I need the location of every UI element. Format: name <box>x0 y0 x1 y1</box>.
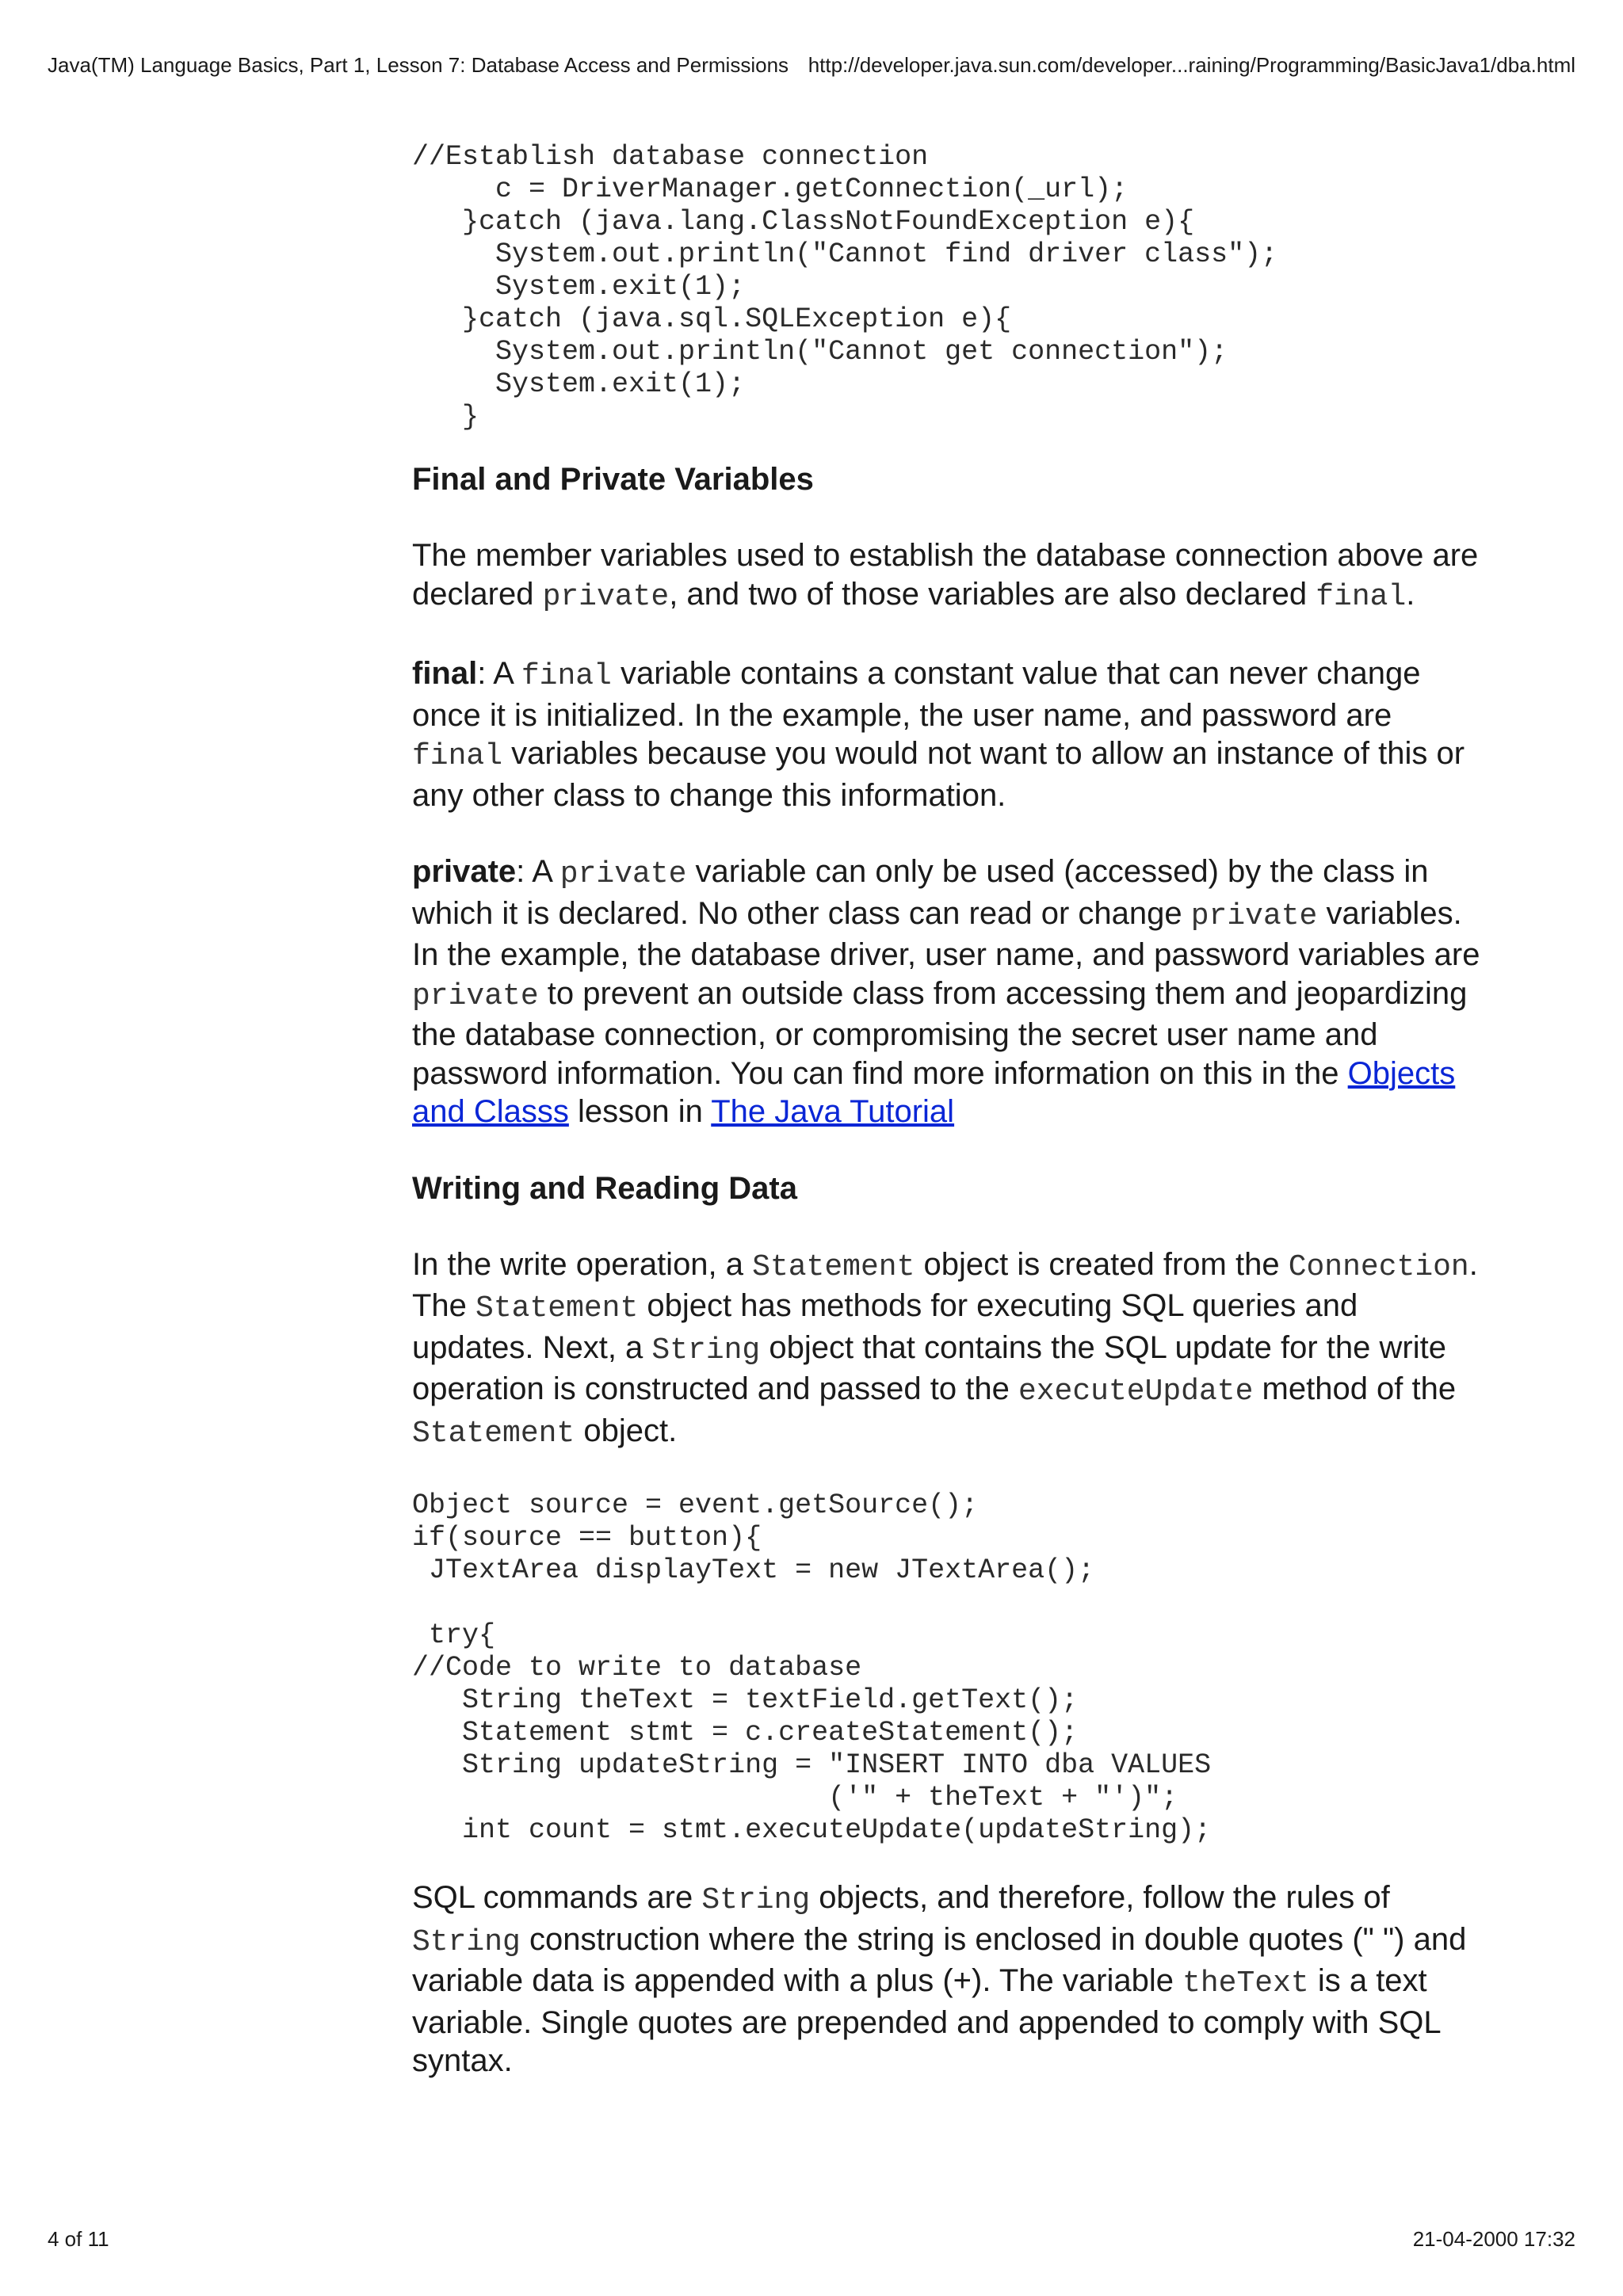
page-number: 4 of 11 <box>48 2227 109 2251</box>
text-segment: In the write operation, a <box>412 1246 753 1282</box>
text-segment: The member variables used to establish the database connection above are declared <box>412 538 1479 612</box>
paragraph-sql-commands <box>412 1878 1482 2081</box>
code-connection: Connection <box>1288 1249 1469 1284</box>
code-final: final <box>1316 579 1407 614</box>
text-segment: : A <box>516 854 560 889</box>
code-block-write: Object source = event.getSource(); if(source == button){ JTextArea displayText = new JTextArea(); try{ //Code to write to database String theText = textField.getText(); Statement stmt = c.createStatement(); String updateString = "INSERT INTO dba VALUES ('" + theText + "')"; int count = stmt.executeUpdate(updateString); <box>412 1489 1212 1846</box>
code-executeupdate: executeUpdate <box>1018 1375 1254 1409</box>
article-content <box>412 141 1482 2081</box>
code-private: private <box>412 978 539 1013</box>
text-segment: SQL commands are <box>412 1880 702 1915</box>
page-url: http://developer.java.sun.com/developer...raining/Programming/BasicJava1/dba.html <box>808 53 1575 77</box>
code-statement: Statement <box>412 1416 575 1451</box>
paragraph-intro <box>412 536 1482 616</box>
text-segment: variable contains a constant value that can never change once it is initialized. In the example, the user name, and password are <box>412 656 1421 733</box>
code-string: String <box>651 1333 761 1367</box>
code-final: final <box>521 659 612 693</box>
link-objects-and-classes[interactable]: Objects and Classs <box>412 1055 1456 1129</box>
code-statement: Statement <box>475 1291 639 1325</box>
print-datetime: 21-04-2000 17:32 <box>1412 2227 1575 2251</box>
code-string: String <box>412 1924 521 1959</box>
text-segment: : A <box>477 656 521 691</box>
code-thetext: theText <box>1182 1966 1309 2000</box>
code-block-connection: //Establish database connection c = DriverManager.getConnection(_url); }catch (java.lang.ClassNotFoundException e){ System.out.println("Cannot find driver class"); System.exit(1); }catch (java.sql.SQLException e){ System.out.println("Cannot get connection"); System.exit(1); } <box>412 141 1278 433</box>
text-segment: to prevent an outside class from accessing them and jeopardizing the database connection, or compromising the secret user name and password information. You can find more information on this in the <box>412 975 1468 1091</box>
text-segment: objects, and therefore, follow the rules of <box>810 1880 1390 1915</box>
text-segment: object. <box>575 1413 678 1448</box>
paragraph-final <box>412 654 1482 814</box>
text-segment: variables because you would not want to allow an instance of this or any other class to change this information. <box>412 736 1465 813</box>
text-segment: lesson in <box>568 1094 712 1129</box>
text-segment: method of the <box>1253 1371 1457 1406</box>
text-segment: object that contains the SQL update for the write operation is constructed and passed to the <box>412 1329 1446 1406</box>
print-header <box>48 49 1575 81</box>
text-segment: construction where the string is enclosed in double quotes (" ") and variable data is appended with a plus (+). The variable <box>412 1921 1467 1998</box>
text-segment: variables. In the example, the database driver, user name, and password variables are <box>412 895 1480 972</box>
code-statement: Statement <box>752 1249 915 1284</box>
text-segment: is a text variable. Single quotes are prepended and appended to comply with SQL syntax. <box>412 1963 1441 2078</box>
paragraph-private <box>412 852 1482 1131</box>
text-segment: , and two of those variables are also declared <box>669 576 1316 612</box>
text-segment: object has methods for executing SQL queries and updates. Next, a <box>412 1288 1358 1365</box>
text-segment: . The <box>412 1246 1478 1323</box>
text-segment: . <box>1406 576 1415 612</box>
heading-writing-reading: Writing and Reading Data <box>412 1170 797 1206</box>
code-private: private <box>559 857 687 891</box>
code-private: private <box>542 579 670 614</box>
text-segment: variable can only be used (accessed) by the class in which it is declared. No other class can read or change <box>412 854 1429 931</box>
print-footer <box>48 2223 1575 2255</box>
term-final: final <box>412 656 478 691</box>
code-private: private <box>1190 898 1318 933</box>
page-title: Java(TM) Language Basics, Part 1, Lesson 7: Database Access and Permissions <box>48 53 789 77</box>
term-private: private <box>412 854 517 889</box>
text-segment: object is created from the <box>915 1246 1289 1282</box>
code-string: String <box>701 1883 811 1917</box>
code-final: final <box>412 739 503 773</box>
paragraph-write-operation <box>412 1245 1482 1454</box>
link-java-tutorial[interactable]: The Java Tutorial <box>711 1094 955 1129</box>
heading-final-private: Final and Private Variables <box>412 462 814 497</box>
